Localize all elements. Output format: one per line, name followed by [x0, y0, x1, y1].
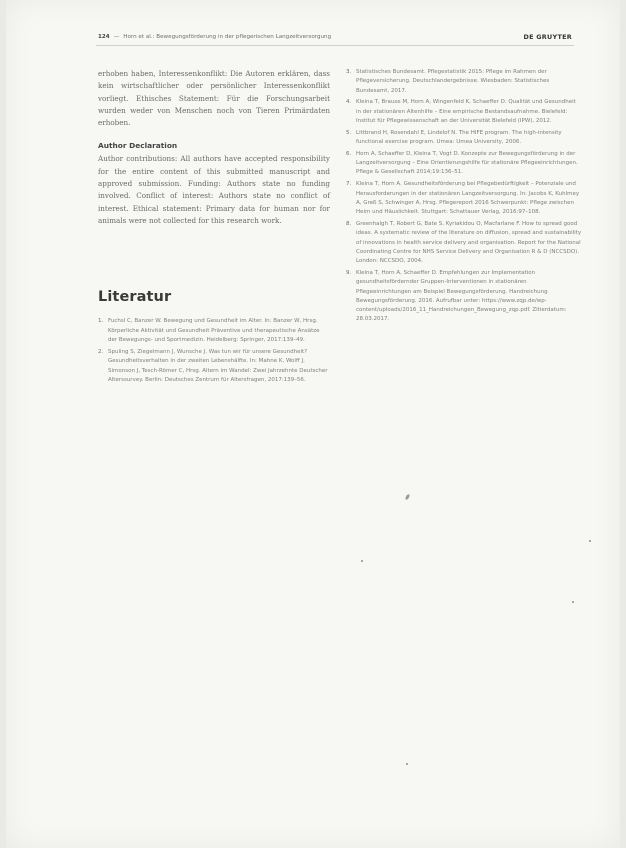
- reference-item: [346, 180, 582, 217]
- running-header: [98, 31, 572, 43]
- body-paragraph: erhoben haben, Interessenkonflikt: Die Autoren erklären, dass kein wirtschaftlicher oder persönlicher Interessenkonflikt vorliegt. Ethisches Statement: Für die Forschungsarbeit wurden weder von Menschen noch von Tieren Primärdaten erhoben.: [98, 69, 330, 128]
- reference-text: Kleina T, Horn A, Schaeffer D. Empfehlungen zur Implementation gesundheitsfördernder Gruppen-Interventionen in stationären Pflegeeinrichtungen am Beispiel Bewegungsförderung. Handreichung Bewegungsförderung. 2016. Aufrufbar unter: https://www.zqp.de/wp-content/uploads/2016_11_Handreichungen_Bewegung_zqp.pdf. Zitierdatum: 28.03.2017.: [356, 269, 567, 323]
- reference-number: 7.: [346, 181, 352, 188]
- reference-number: 3.: [346, 69, 352, 75]
- publisher-logo: DE GRUYTER: [523, 33, 572, 41]
- scan-speck: [405, 494, 411, 501]
- scan-speck: [572, 601, 574, 603]
- left-column: [98, 68, 330, 388]
- right-column: [346, 68, 582, 327]
- reference-item: [98, 317, 330, 345]
- reference-text: Spuling S, Ziegelmann J, Wunsche J. Was tun wir für unsere Gesundheit? Gesundheitsverhalten in der zweiten Lebenshälfte. In: Mahne K, Wolff J, Simonson J, Tesch-Römer C, Hrsg. Altern im Wandel: Zwei Jahrzehnte Deutscher Alterssurvey. Berlin: Deutsches Zentrum für Altersfragen, 2017:139–56.: [108, 349, 328, 384]
- scan-speck: [589, 540, 591, 542]
- reference-number: 2.: [98, 349, 104, 356]
- header-divider: [96, 45, 574, 46]
- reference-text: Statistisches Bundesamt. Pflegestatistik 2015: Pflege im Rahmen der Pflegeversicherung. Deutschlandergebnisse. Wiesbaden: Statistisches Bundesamt, 2017.: [356, 69, 550, 94]
- reference-item: [346, 269, 582, 325]
- author-declaration-heading: Author Declaration: [98, 141, 178, 151]
- reference-item: [98, 348, 330, 385]
- reference-item: [346, 129, 582, 148]
- reference-text: Littbrand H, Rosendahl E, Lindelof N. The HIFE program. The high-intensity functional exercise program. Umea: Umea University, 2006.: [356, 129, 562, 146]
- scan-speck: [361, 560, 363, 562]
- reference-item: [346, 98, 582, 126]
- header-dash: —: [113, 34, 120, 40]
- reference-text: Greenhalgh T, Robert G, Bate S, Kyriakidou O, Macfarlane F. How to spread good ideas. A systematic review of the literature on diffusion, spread and sustainability of innovations in health service delivery and organisation. Report for the National Coordinating Centre for NHS Service Delivery and Organisation R & D (NCCSDO). London: NCCSDO, 2004.: [356, 220, 582, 265]
- reference-number: 5.: [346, 129, 352, 136]
- scan-speck: [406, 763, 408, 765]
- reference-number: 6.: [346, 150, 352, 157]
- running-title: Horn et al.: Bewegungsförderung in der pflegerischen Langzeitversorgung: [123, 34, 332, 40]
- reference-text: Horn A, Schaeffer D, Kleina T, Vogt D. Konzepte zur Bewegungsförderung in der Langzeitversorgung – Eine Orientierungshilfe für stationäre Pflegeeinrichtungen. Pflege & Gesellschaft 2014;19:136–51.: [356, 150, 578, 176]
- reference-number: 8.: [346, 220, 352, 227]
- page-number: 124: [98, 34, 110, 40]
- author-declaration-text: Author contributions: All authors have accepted responsibility for the entire content of this submitted manuscript and approved submission. Funding: Authors state no funding involved. Conflict of interest: Authors state no conflict of interest. Ethical statement: Primary data for human nor for animals were not collected for this research work.: [98, 154, 330, 225]
- reference-number: 9.: [346, 269, 352, 276]
- reference-text: Fuchsl C, Banzer W. Bewegung und Gesundheit im Alter. In: Banzer W, Hrsg. Körperliche Aktivität und Gesundheit Präventive und therapeutische Ansätze der Bewegungs- und Sportmedizin. Heidelberg: Springer, 2017:139–49.: [108, 318, 320, 343]
- reference-list-left: [98, 317, 330, 385]
- reference-item: [346, 68, 582, 96]
- reference-item: [346, 220, 582, 266]
- page-sheet: [6, 0, 620, 848]
- reference-item: [346, 150, 582, 178]
- reference-text: Kleina T, Horn A. Gesundheitsförderung bei Pflegebedürftigkeit – Potenziale und Herausforderungen in der stationären Langzeitversorgung. In: Jacobs K, Kuhlmey A, Greß S, Schwinger A, Hrsg. Pflegereport 2016 Schwerpunkt: Pflege zwischen Heim und Häuslichkeit. Stuttgart: Schattauer Verlag, 2016:97–108.: [356, 181, 580, 216]
- reference-text: Kleina T, Brause M, Horn A, Wingenfeld K, Schaeffer D. Qualität und Gesundheit in der stationären Altenhilfe – Eine empirische Bestandsaufnahme. Bielefeld: Institut für Pflegewissenschaft an der Universität Bielefeld (IPW), 2012.: [356, 99, 576, 124]
- literatur-heading: Literatur: [98, 289, 172, 306]
- reference-number: 4.: [346, 99, 352, 106]
- reference-list-right: [346, 68, 582, 325]
- reference-number: 1.: [98, 318, 104, 325]
